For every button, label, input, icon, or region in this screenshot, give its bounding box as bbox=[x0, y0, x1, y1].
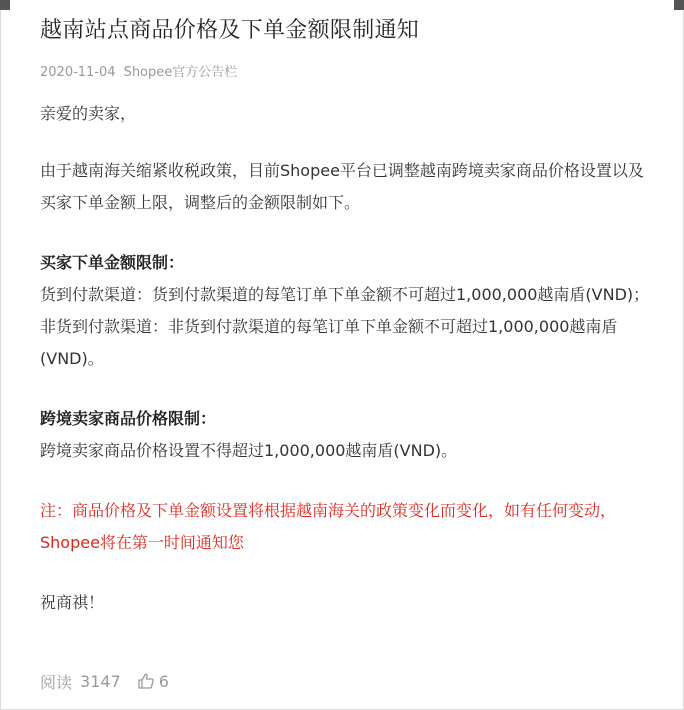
top-left-corner-mark bbox=[0, 0, 10, 10]
non-cod-limit-text: 非货到付款渠道：非货到付款渠道的每笔订单下单金额不可超过1,000,000越南盾(VND)。 bbox=[40, 317, 618, 368]
like-button[interactable] bbox=[137, 672, 169, 691]
top-right-corner-mark bbox=[674, 0, 684, 10]
article-title: 越南站点商品价格及下单金额限制通知 bbox=[40, 18, 420, 43]
closing-greeting: 祝商祺！ bbox=[40, 593, 105, 612]
buyer-limit-heading: 买家下单金额限制： bbox=[40, 253, 185, 272]
read-label: 阅读 bbox=[40, 672, 73, 692]
article-meta bbox=[40, 64, 650, 82]
read-count: 3147 bbox=[80, 671, 121, 691]
source-link[interactable]: Shopee官方公告栏 bbox=[123, 65, 238, 80]
seller-limit-section bbox=[40, 403, 650, 467]
thumbs-up-icon[interactable] bbox=[137, 672, 155, 690]
publish-date: 2020-11-04 bbox=[40, 65, 116, 80]
seller-limit-heading: 跨境卖家商品价格限制： bbox=[40, 409, 217, 428]
article-footer bbox=[40, 666, 169, 696]
greeting: 亲爱的卖家， bbox=[40, 104, 137, 123]
buyer-limit-section bbox=[40, 247, 650, 375]
like-count: 6 bbox=[158, 671, 169, 691]
policy-note: 注：商品价格及下单金额设置将根据越南海关的政策变化而变化，如有任何变动，Shopee将在第一时间通知您 bbox=[40, 501, 617, 552]
article bbox=[40, 14, 650, 619]
cod-limit-text: 货到付款渠道：货到付款渠道的每笔订单下单金额不可超过1,000,000越南盾(VND)； bbox=[40, 285, 650, 304]
seller-limit-text: 跨境卖家商品价格设置不得超过1,000,000越南盾(VND)。 bbox=[40, 441, 458, 460]
intro-paragraph: 由于越南海关缩紧收税政策，目前Shopee平台已调整越南跨境卖家商品价格设置以及买家下单金额上限，调整后的金额限制如下。 bbox=[40, 161, 644, 212]
